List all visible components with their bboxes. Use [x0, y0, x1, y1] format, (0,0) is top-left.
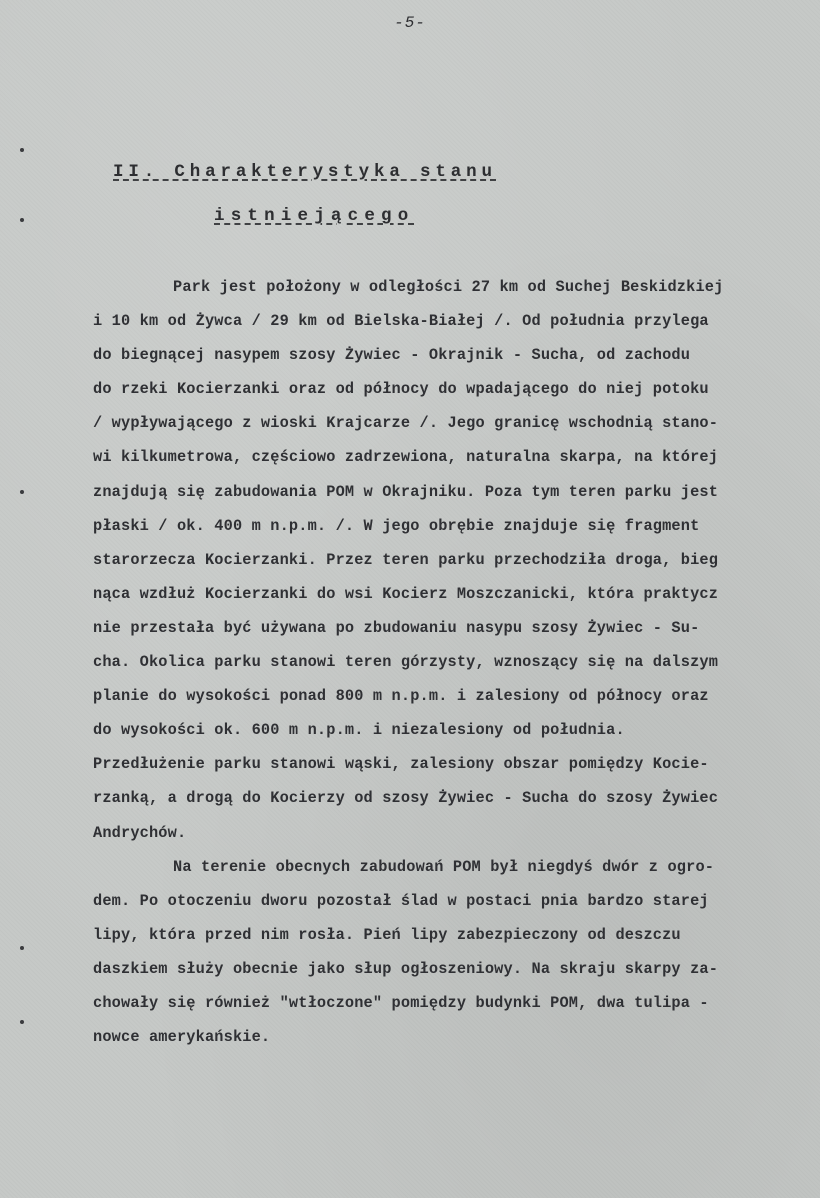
text-line: nowce amerykańskie. — [93, 1028, 271, 1047]
text-line: do rzeki Kocierzanki oraz od północy do wpadającego do niej potoku — [93, 380, 709, 399]
section-heading — [113, 160, 497, 228]
text-line: dem. Po otoczeniu dworu pozostał ślad w postaci pnia bardzo starej — [93, 891, 709, 910]
text-line: lipy, która przed nim rosła. Pień lipy zabezpieczony od deszczu — [93, 925, 681, 944]
text-line: nie przestała być używana po zbudowaniu nasypu szosy Żywiec - Su- — [93, 618, 700, 637]
text-line: daszkiem służy obecnie jako słup ogłoszeniowy. Na skraju skarpy za- — [93, 959, 719, 978]
text-line: znajdują się zabudowania POM w Okrajniku. Poza tym teren parku jest — [93, 482, 719, 501]
body-text — [93, 270, 773, 1054]
text-line: płaski / ok. 400 m n.p.m. /. W jego obrębie znajduje się fragment — [93, 516, 700, 535]
text-line: do wysokości ok. 600 m n.p.m. i niezalesiony od południa. — [93, 721, 625, 740]
text-line: Przedłużenie parku stanowi wąski, zalesiony obszar pomiędzy Kocie- — [93, 755, 709, 774]
text-line: chowały się również "wtłoczone" pomiędzy budynki POM, dwa tulipa - — [93, 993, 709, 1012]
heading-line-2: istniejącego — [214, 206, 415, 226]
text-line: Park jest położony w odległości 27 km od Suchej Beskidzkiej — [173, 278, 724, 296]
text-line: nąca wzdłuż Kocierzanki do wsi Kocierz Moszczanicki, która praktycz — [93, 584, 719, 603]
text-line: wi kilkumetrowa, częściowo zadrzewiona, naturalna skarpa, na której — [93, 448, 719, 467]
page-number: -5- — [394, 14, 426, 32]
text-line: planie do wysokości ponad 800 m n.p.m. i zalesiony od północy oraz — [93, 687, 709, 706]
heading-line-1: II. Charakterystyka stanu — [113, 162, 497, 182]
text-line: Na terenie obecnych zabudowań POM był niegdyś dwór z ogro- — [173, 857, 715, 876]
margin-mark — [20, 946, 24, 950]
paragraph-2 — [93, 850, 773, 1055]
paragraph-1 — [93, 270, 773, 850]
text-line: starorzecza Kocierzanki. Przez teren parku przechodziła droga, bieg — [93, 550, 719, 569]
margin-mark — [20, 148, 24, 152]
text-line: rzanką, a drogą do Kocierzy od szosy Żywiec - Sucha do szosy Żywiec — [93, 789, 719, 808]
text-line: do biegnącej nasypem szosy Żywiec - Okrajnik - Sucha, od zachodu — [93, 346, 691, 365]
text-line: cha. Okolica parku stanowi teren górzysty, wznoszący się na dalszym — [93, 653, 719, 672]
margin-mark — [20, 1020, 24, 1024]
margin-mark — [20, 490, 24, 494]
text-line: / wypływającego z wioski Krajcarze /. Jego granicę wschodnią stano- — [93, 414, 719, 433]
text-line: Andrychów. — [93, 823, 187, 842]
margin-mark — [20, 218, 24, 222]
text-line: i 10 km od Żywca / 29 km od Bielska-Białej /. Od południa przylega — [93, 312, 709, 331]
